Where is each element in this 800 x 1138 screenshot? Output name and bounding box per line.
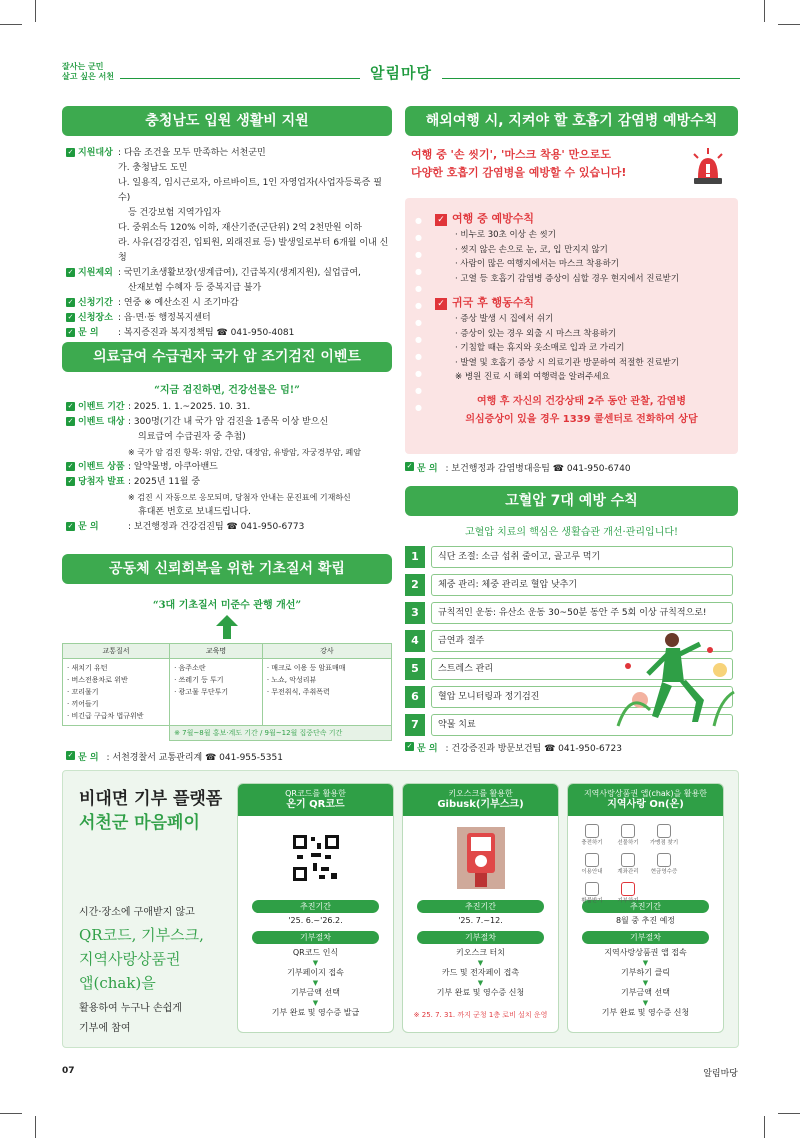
section-quote: “3대 기초질서 미준수 관행 개선”	[152, 600, 302, 611]
row-text: ※ 국가 암 검진 항목: 위암, 간암, 대장암, 유방암, 자궁경부암, 폐암	[128, 448, 362, 457]
row-text: : 2025년 11월 중	[128, 477, 201, 487]
row-label-text: 문 의	[78, 328, 99, 338]
crop-mark	[35, 1116, 36, 1138]
info-row	[66, 206, 392, 221]
info-row	[66, 296, 392, 311]
check-icon: ✓	[67, 313, 74, 321]
kiosk-photo	[403, 816, 558, 900]
step-text: 약물 치료	[431, 714, 733, 736]
row-label-text: 신청기간	[78, 298, 113, 308]
contact-text: : 건강증진과 방문보건팀 ☎ 041-950-6723	[445, 744, 622, 754]
procedure-step: 카드 및 전자페이 접촉	[441, 968, 520, 977]
app-menu-item[interactable]	[610, 824, 646, 847]
crop-mark	[764, 0, 765, 22]
check-icon: ✓	[67, 477, 74, 485]
lead-block	[405, 146, 738, 190]
siren-icon	[690, 148, 726, 190]
contact-row	[405, 462, 738, 477]
row-text: 의료급여 수급권자 중 추첨)	[138, 432, 246, 442]
row-label	[66, 415, 128, 430]
section-basic-order	[62, 554, 392, 766]
highlight-line: QR코드, 기부스크,	[79, 926, 204, 944]
row-label	[66, 146, 118, 161]
down-arrow-icon: ▼	[477, 979, 484, 987]
footer-section: 알림마당	[703, 1069, 738, 1079]
table-header: 교육명	[170, 644, 263, 659]
list-item: · 끼어들기	[67, 700, 99, 708]
binder-dots: ● ● ● ● ● ● ● ● ● ● ● ●	[415, 216, 422, 412]
card-header	[403, 784, 558, 816]
card-subtitle: 지역사랑상품권 앱(chak)을 활용한	[583, 789, 708, 798]
row-label	[66, 430, 128, 445]
row-label	[66, 475, 128, 490]
rules-box	[405, 198, 738, 454]
highlight-line: 지역사랑상품권	[79, 950, 181, 968]
info-row	[66, 266, 392, 281]
step-text: 식단 조절: 소금 섭취 줄이고, 골고루 먹기	[431, 546, 733, 568]
row-text: 산재보험 수혜자 등 중복지급 불가	[128, 283, 262, 293]
step-number: 4	[405, 630, 425, 652]
procedure-step: 기부 완료 및 영수증 신청	[601, 1008, 690, 1017]
section-title: 해외여행 시, 지켜야 할 호흡기 감염병 예방수칙	[405, 106, 738, 136]
app-menu-icon	[621, 882, 635, 896]
check-icon: ✓	[67, 328, 74, 336]
contact-label: 문 의	[417, 464, 438, 474]
check-icon: ✓	[67, 148, 74, 156]
qr-code-icon[interactable]	[238, 816, 393, 900]
check-icon: ✓	[67, 462, 74, 470]
crop-mark	[764, 1116, 765, 1138]
app-menu-icon	[585, 853, 599, 867]
app-menu-label: 환불받기	[581, 898, 603, 904]
row-text: : 보건행정과 건강검진팀 ☎ 041-950-6773	[128, 522, 305, 532]
list-item: · 쓰레기 등 투기	[174, 676, 224, 684]
section-title: 충청남도 입원 생활비 지원	[62, 106, 392, 136]
rules-heading	[435, 294, 728, 312]
period-label: 추진기간	[417, 900, 544, 913]
down-arrow-icon: ▼	[642, 999, 649, 1007]
card-title: 지역사랑 On(온)	[607, 799, 684, 810]
down-arrow-icon: ▼	[477, 959, 484, 967]
qr-card	[237, 783, 394, 1033]
app-card	[567, 783, 724, 1033]
step-number: 2	[405, 574, 425, 596]
info-row	[66, 146, 392, 161]
kiosk-card	[402, 783, 559, 1033]
section-respiratory	[405, 106, 738, 477]
check-icon: ✓	[435, 298, 447, 310]
down-arrow-icon: ▼	[312, 979, 319, 987]
list-item: · 발열 및 호흡기 증상 시 의료기관 방문하여 적절한 진료받기	[455, 357, 680, 368]
row-label	[66, 281, 118, 296]
row-label	[66, 460, 128, 475]
contact-text: : 보건행정과 감염병대응팀 ☎ 041-950-6740	[445, 464, 631, 474]
table-cell	[63, 659, 170, 726]
row-text: ※ 검진 시 자동으로 응모되며, 당첨자 안내는 문진표에 기재하신	[128, 493, 351, 502]
step-text: 혈압 모니터링과 정기검진	[431, 686, 733, 708]
info-row	[66, 176, 392, 206]
list-item: ※ 병원 진료 시 해외 여행력을 알려주세요	[455, 372, 610, 382]
donation-platform	[62, 770, 739, 1048]
procedure-step: 기부금액 선택	[621, 988, 670, 997]
row-text: 휴대폰 번호로 보내드립니다.	[138, 507, 251, 517]
check-icon: ✓	[67, 751, 74, 759]
list-item: · 매크로 이용 등 암표매매	[266, 664, 346, 672]
row-label	[66, 161, 118, 176]
tag-line: 살고 싶은 서천	[62, 72, 114, 81]
section-hospital-support	[62, 106, 392, 341]
step-text: 금연과 절주	[431, 630, 733, 652]
description-line: 기부에 참여	[79, 1023, 131, 1034]
app-menu-grid	[568, 816, 723, 904]
row-text: : 연중 ※ 예산소진 시 조기마감	[118, 298, 239, 308]
check-icon: ✓	[67, 268, 74, 276]
card-note: ※ 25. 7. 31. 까지 군청 1층 로비 설치 운영	[413, 1011, 548, 1019]
rules-heading-text: 여행 중 예방수칙	[452, 212, 535, 225]
row-label-text: 당첨자 발표	[78, 477, 125, 487]
period-value: 8월 중 추진 예정	[615, 916, 676, 925]
app-menu-item[interactable]	[646, 853, 682, 876]
step-text: 체중 관리: 체중 관리로 혈압 낮추기	[431, 574, 733, 596]
list-item: · 씻지 않은 손으로 눈, 코, 입 만지지 않기	[455, 244, 608, 255]
crop-mark	[0, 24, 22, 25]
row-text: : 복지증진과 복지정책팀 ☎ 041-950-4081	[118, 328, 295, 338]
down-arrow-icon: ▼	[312, 999, 319, 1007]
app-menu-label: 선물하기	[617, 840, 639, 846]
card-body	[568, 900, 723, 1019]
table-cell	[262, 659, 391, 726]
info-row	[66, 415, 392, 430]
contact-row	[62, 751, 392, 766]
period-label: 추진기간	[252, 900, 379, 913]
rules-heading	[435, 210, 728, 228]
card-subtitle: QR코드를 활용한	[285, 789, 346, 798]
info-row	[66, 460, 392, 475]
info-row	[66, 475, 392, 490]
row-label	[66, 176, 118, 206]
prevention-step	[405, 574, 738, 596]
row-text: : 읍·면·동 행정복지센터	[118, 313, 211, 323]
row-label	[66, 236, 118, 266]
section-title: 의료급여 수급권자 국가 암 조기검진 이벤트	[62, 342, 392, 372]
info-list	[62, 146, 392, 341]
app-menu-icon	[621, 824, 635, 838]
row-label-text: 지원대상	[78, 148, 113, 158]
donation-title	[79, 787, 222, 835]
prevention-step	[405, 602, 738, 624]
crop-mark	[35, 0, 36, 22]
app-menu-item[interactable]	[610, 853, 646, 876]
procedure-step: 기부페이지 접속	[287, 968, 344, 977]
row-text: 가. 충청남도 도민	[118, 163, 188, 173]
card-title: Gibusk(기부스크)	[437, 799, 524, 810]
step-number: 5	[405, 658, 425, 680]
row-text: 등 건강보험 지역가입자	[128, 208, 221, 218]
row-label-text: 이벤트 대상	[78, 417, 125, 427]
table-note: ※ 7월~8월 홍보·계도 기간 / 9월~12월 집중단속 기간	[170, 726, 392, 741]
section-title: 고혈압 7대 예방 수칙	[405, 486, 738, 516]
info-row	[66, 400, 392, 415]
prevention-step	[405, 546, 738, 568]
list-item: · 꼬리물기	[67, 688, 99, 696]
procedure-step: 지역사랑상품권 앱 접속	[604, 948, 687, 957]
step-number: 6	[405, 686, 425, 708]
info-row	[66, 505, 392, 520]
row-label-text: 지원제외	[78, 268, 113, 278]
description-line: 활용하여 누구나 손쉽게	[79, 1003, 182, 1014]
step-number: 7	[405, 714, 425, 736]
row-label	[66, 520, 128, 535]
period-value: '25. 6.~'26.2.	[288, 916, 343, 925]
procedure-step: 키오스크 터치	[456, 948, 505, 957]
rules-heading-text: 귀국 후 행동수칙	[452, 296, 535, 309]
info-row	[66, 281, 392, 296]
row-label	[66, 221, 118, 236]
procedure-label: 기부절차	[582, 931, 709, 944]
list-item: · 비긴급 구급차 법규위반	[67, 712, 144, 720]
procedure-label: 기부절차	[252, 931, 379, 944]
row-label-text: 문 의	[78, 522, 99, 532]
app-menu-item[interactable]	[574, 853, 610, 876]
crop-mark	[778, 24, 800, 25]
info-row	[66, 161, 392, 176]
app-menu-label: 이용안내	[581, 869, 603, 875]
list-item: · 증상이 있는 경우 외출 시 마스크 착용하기	[455, 328, 617, 339]
section-cancer-screening	[62, 342, 392, 535]
row-label-text: 신청장소	[78, 313, 113, 323]
list-item: · 무전취식, 주취폭력	[266, 688, 330, 696]
list-item: · 음주소란	[174, 664, 206, 672]
tag-line: 잘사는 군민	[62, 62, 104, 71]
row-label	[66, 266, 118, 281]
check-icon: ✓	[67, 402, 74, 410]
down-arrow-icon: ▼	[642, 959, 649, 967]
info-row	[66, 520, 392, 535]
info-row	[66, 221, 392, 236]
row-text: : 알약물병, 아쿠아밴드	[128, 462, 218, 472]
app-menu-label: 기부하기	[617, 898, 639, 904]
row-label-text: 이벤트 기간	[78, 402, 125, 412]
procedure-step: 기부하기 클릭	[621, 968, 670, 977]
table-header: 강사	[262, 644, 391, 659]
row-label	[66, 505, 128, 520]
row-text: : 300명(기간 내 국가 암 검진을 1종목 이상 받으신	[128, 417, 329, 427]
row-text: : 다음 조건을 모두 만족하는 서천군민	[118, 148, 266, 158]
section-title: 공동체 신뢰회복을 위한 기초질서 확립	[62, 554, 392, 584]
down-arrow-icon: ▼	[642, 979, 649, 987]
list-item: · 비누로 30초 이상 손 씻기	[455, 230, 556, 240]
contact-text: : 서천경찰서 교통관리계 ☎ 041-955-5351	[106, 753, 283, 763]
lead-line: 여행 중 '손 씻기', '마스크 착용' 만으로도	[411, 148, 612, 161]
row-label	[66, 445, 128, 460]
row-label	[66, 400, 128, 415]
highlight-line: 앱(chak)을	[79, 974, 156, 992]
list-item: · 버스전용차로 위반	[67, 676, 128, 684]
step-number: 3	[405, 602, 425, 624]
row-text: : 국민기초생활보장(생계급여), 긴급복지(생계지원), 실업급여,	[118, 268, 361, 278]
list-item: · 새치기 유턴	[67, 664, 108, 672]
info-row	[66, 430, 392, 445]
check-icon: ✓	[406, 742, 413, 750]
info-row	[66, 236, 392, 266]
step-text: 스트레스 관리	[431, 658, 733, 680]
exercise-illustration	[610, 630, 738, 728]
app-menu-icon	[585, 882, 599, 896]
check-icon: ✓	[435, 214, 447, 226]
warning-line: 의심증상이 있을 경우 1339 콜센터로 전화하여 상담	[465, 413, 698, 425]
row-text: 라. 사유(검강검진, 입퇴원, 외래진료 등) 발생일로부터 6개월 이내 신청	[118, 238, 389, 263]
info-list	[62, 400, 392, 535]
row-label	[66, 490, 128, 505]
card-header	[238, 784, 393, 816]
app-menu-label: 가맹점 찾기	[649, 840, 679, 846]
donation-title-line: 비대면 기부 플랫폼	[79, 789, 223, 809]
order-table	[62, 643, 392, 741]
card-title: 온기 QR코드	[286, 799, 345, 810]
info-row	[66, 490, 392, 505]
list-item: · 증상 발생 시 집에서 쉬기	[455, 314, 554, 324]
check-icon: ✓	[67, 522, 74, 530]
app-menu-item[interactable]	[574, 882, 610, 905]
rules-list	[435, 228, 728, 286]
page-number: 07	[62, 1066, 75, 1076]
step-text: 규칙적인 운동: 유산소 운동 30~50분 동안 주 5회 이상 규칙적으로!	[431, 602, 733, 624]
page-title: 알림마당	[360, 64, 442, 82]
check-icon: ✓	[67, 298, 74, 306]
section-quote: 고혈압 치료의 핵심은 생활습관 개선·관리입니다!	[464, 527, 679, 538]
lead-line: 다양한 호흡기 감염병을 예방할 수 있습니다!	[411, 166, 627, 179]
row-text: 나. 일용직, 임시근로자, 아르바이트, 1인 자영업자(사업자등록증 필수)	[118, 178, 382, 203]
period-label: 추진기간	[582, 900, 709, 913]
row-text: : 2025. 1. 1.~2025. 10. 31.	[128, 402, 251, 412]
row-label	[66, 311, 118, 326]
app-menu-icon	[657, 853, 671, 867]
table-cell	[170, 659, 263, 726]
procedure-label: 기부절차	[417, 931, 544, 944]
app-menu-label: 현금영수증	[650, 869, 678, 875]
section-quote: “지금 검진하면, 건강선물은 덤!”	[154, 385, 300, 396]
list-item: · 사람이 많은 여행지에서는 마스크 착용하기	[455, 259, 620, 269]
contact-label: 문 의	[78, 753, 99, 763]
page-header	[62, 62, 740, 88]
procedure-step: 기부 완료 및 영수증 발급	[271, 1008, 360, 1017]
procedure-step: QR코드 인식	[292, 948, 339, 957]
row-label	[66, 296, 118, 311]
list-item: · 노쇼, 악성리뷰	[266, 676, 317, 684]
warning-line: 여행 후 자신의 건강상태 2주 동안 관찰, 감염병	[476, 395, 686, 407]
crop-mark	[778, 1113, 800, 1114]
row-label-text: 이벤트 상품	[78, 462, 125, 472]
app-menu-icon	[657, 824, 671, 838]
rules-list	[435, 312, 728, 385]
table-header: 교통질서	[63, 644, 170, 659]
donation-description	[79, 903, 229, 1039]
card-subtitle: 키오스크를 활용한	[448, 789, 513, 798]
donation-title-line: 서천군 마음페이	[79, 813, 200, 833]
description-line: 시간·장소에 구애받지 않고	[79, 907, 195, 918]
list-item: · 광고물 무단투기	[174, 688, 229, 696]
contact-row	[405, 742, 738, 757]
app-menu-label: 충전하기	[581, 840, 603, 846]
list-item: · 고열 등 호흡기 감염병 증상이 심할 경우 현지에서 진료받기	[455, 273, 680, 284]
app-menu-label: 계좌관리	[617, 869, 639, 875]
app-menu-item[interactable]	[646, 824, 682, 847]
up-arrow-icon	[62, 615, 392, 639]
procedure-step: 기부금액 선택	[291, 988, 340, 997]
app-menu-item[interactable]	[574, 824, 610, 847]
crop-mark	[0, 1113, 22, 1114]
step-number: 1	[405, 546, 425, 568]
info-row	[66, 326, 392, 341]
contact-label: 문 의	[417, 744, 438, 754]
row-label	[66, 206, 118, 221]
card-body	[403, 900, 558, 1021]
down-arrow-icon: ▼	[312, 959, 319, 967]
card-body	[238, 900, 393, 1019]
procedure-step: 기부 완료 및 영수증 신청	[436, 988, 525, 997]
row-text: 다. 중위소득 120% 이하, 재산기준(군단위) 2억 2천만원 이하	[118, 223, 362, 233]
app-menu-icon	[621, 853, 635, 867]
check-icon: ✓	[67, 417, 74, 425]
app-menu-icon	[585, 824, 599, 838]
row-label	[66, 326, 118, 341]
period-value: '25. 7.~12.	[458, 916, 503, 925]
card-header	[568, 784, 723, 816]
check-icon: ✓	[406, 462, 413, 470]
info-row	[66, 311, 392, 326]
list-item: · 기침할 때는 휴지와 옷소매로 입과 코 가리기	[455, 343, 625, 353]
info-row	[66, 445, 392, 460]
